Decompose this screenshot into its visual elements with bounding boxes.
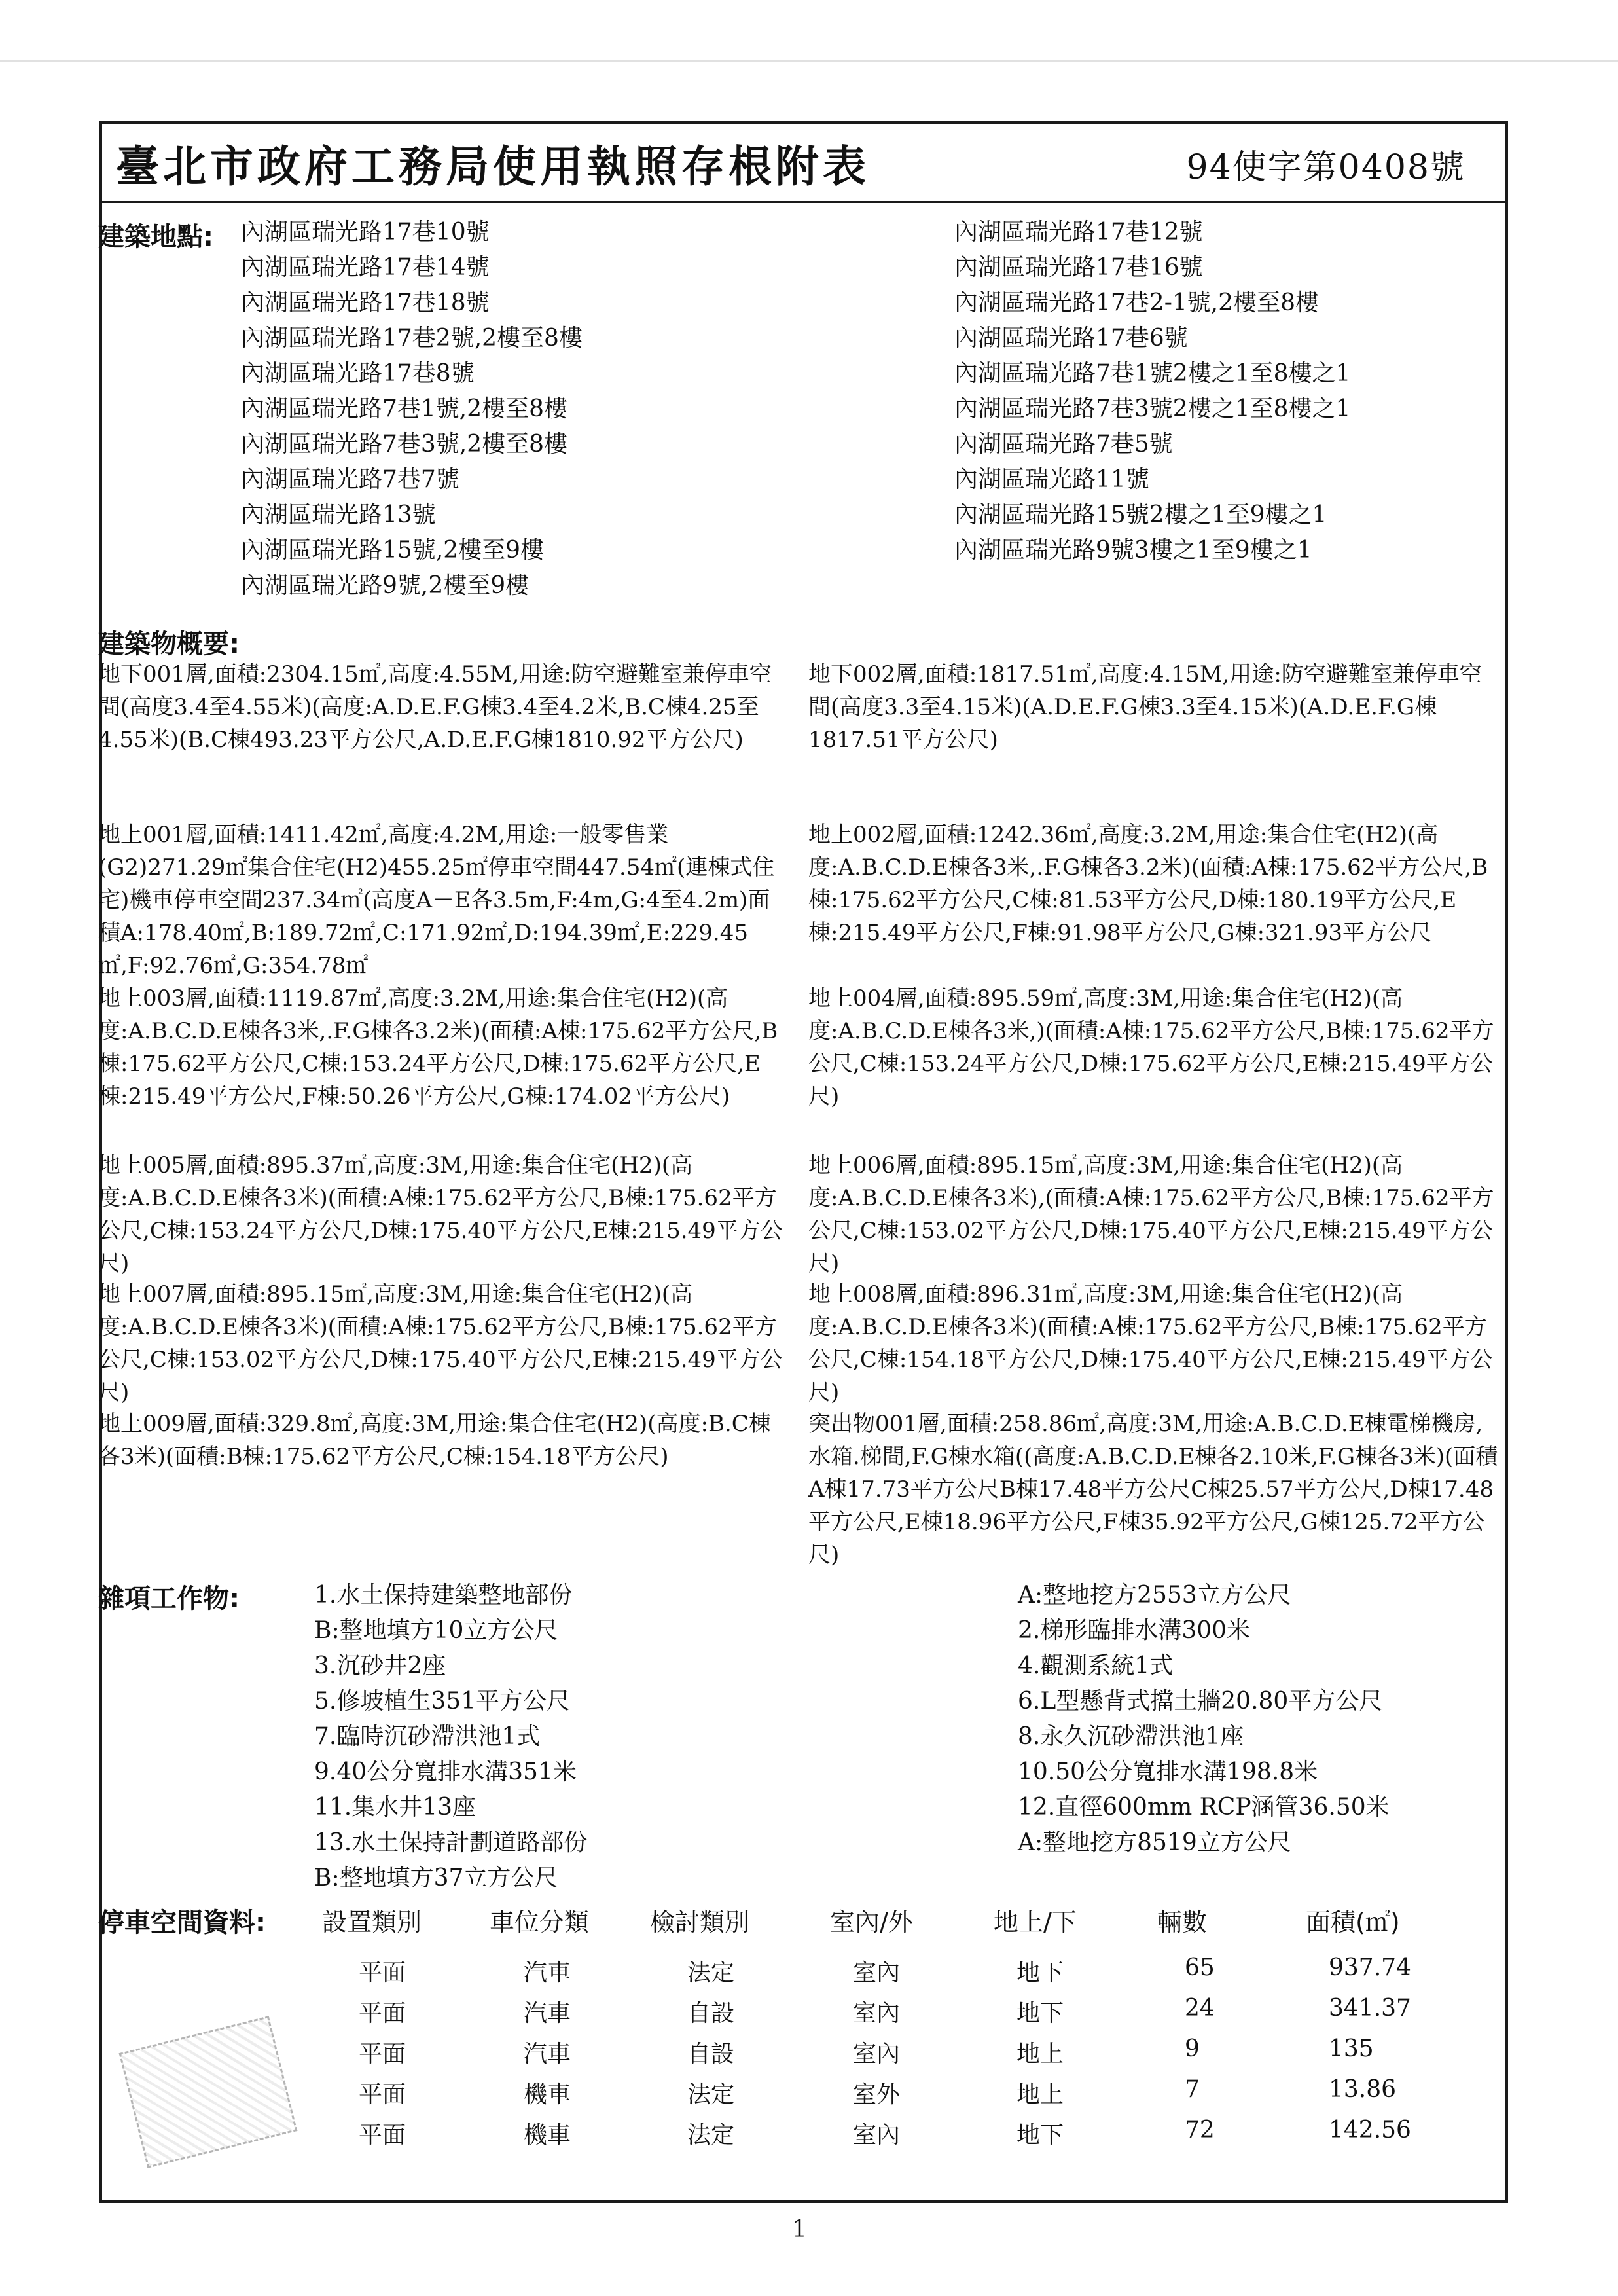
address-list-left (241, 215, 583, 604)
parking-column-header: 輛數 (1157, 1908, 1208, 1937)
parking-column-header: 面積(㎡) (1306, 1908, 1400, 1937)
misc-works-right (1018, 1578, 1390, 1861)
parking-cell: 自設 (687, 2041, 735, 2068)
misc-work-item: 9.40公分寬排水溝351米 (314, 1758, 577, 1785)
parking-cell: 室內 (853, 2000, 901, 2027)
address-item: 內湖區瑞光路7巷3號,2樓至8樓 (241, 431, 568, 458)
parking-cell: 平面 (359, 2122, 406, 2149)
address-item: 內湖區瑞光路9號3樓之1至9樓之1 (954, 537, 1312, 564)
document-header (99, 121, 1508, 203)
misc-work-item: 1.水土保持建築整地部份 (314, 1582, 573, 1609)
parking-column-header: 車位分類 (490, 1908, 590, 1937)
misc-work-item: 6.L型懸背式擋土牆20.80平方公尺 (1018, 1688, 1383, 1715)
parking-cell: 平面 (359, 2041, 406, 2068)
address-item: 內湖區瑞光路17巷10號 (241, 219, 490, 246)
floor-summary: 突出物001層,面積:258.86㎡,高度:3M,用途:A.B.C.D.E棟電梯機房,水箱.梯間,F.G棟水箱((高度:A.B.C.D.E棟各2.10米,F.G棟各3米)(面積A棟17.73平方公尺B棟17.48平方公尺C棟25.57平方公尺,D棟17.48平方公尺,E棟18.96平方公尺,F棟35.92平方公尺,G棟125.72平方公尺) (808, 1411, 1498, 1568)
floor-summary: 地下001層,面積:2304.15㎡,高度:4.55M,用途:防空避難室兼停車空間(高度3.4至4.55米)(高度:A.D.E.F.G棟3.4至4.2米,B.C棟4.25至4.55米)(B.C棟493.23平方公尺,A.D.E.F.G棟1810.92平方公尺) (98, 661, 772, 753)
parking-cell: 法定 (687, 1959, 735, 1986)
misc-work-item: 13.水土保持計劃道路部份 (314, 1829, 588, 1856)
parking-cell: 法定 (687, 2081, 735, 2108)
parking-cell: 341.37 (1329, 1995, 1411, 2022)
address-item: 內湖區瑞光路13號 (241, 501, 436, 528)
parking-label: 停車空間資料: (98, 1908, 266, 1938)
parking-cell: 室外 (853, 2081, 901, 2108)
parking-cell: 平面 (359, 2081, 406, 2108)
address-item: 內湖區瑞光路17巷6號 (954, 325, 1188, 352)
floor-summary: 地上008層,面積:896.31㎡,高度:3M,用途:集合住宅(H2)(高度:A.B.C.D.E棟各3米)(面積:A棟:175.62平方公尺,B棟:175.62平方公尺,C棟:154.18平方公尺,D棟:175.40平方公尺,E棟:215.49平方公尺) (808, 1281, 1493, 1406)
floor-summary: 地上007層,面積:895.15㎡,高度:3M,用途:集合住宅(H2)(高度:A.B.C.D.E棟各3米)(面積:A棟:175.62平方公尺,B棟:175.62平方公尺,C棟:153.02平方公尺,D棟:175.40平方公尺,E棟:215.49平方公尺) (98, 1281, 783, 1406)
address-label: 建築地點: (98, 222, 213, 252)
address-item: 內湖區瑞光路17巷8號 (241, 360, 475, 387)
misc-works-left (314, 1578, 587, 1896)
parking-cell: 地下 (1016, 2122, 1064, 2149)
parking-cell: 室內 (853, 2041, 901, 2068)
address-item: 內湖區瑞光路7巷1號,2樓至8樓 (241, 395, 568, 422)
misc-work-item: A:整地挖方8519立方公尺 (1018, 1829, 1291, 1856)
parking-column-header: 設置類別 (322, 1908, 422, 1937)
parking-cell: 自設 (687, 2000, 735, 2027)
parking-cell: 72 (1185, 2117, 1215, 2143)
parking-column-header: 地上/下 (994, 1908, 1077, 1937)
parking-cell: 地下 (1016, 2000, 1064, 2027)
parking-cell: 地上 (1016, 2041, 1064, 2068)
address-item: 內湖區瑞光路9號,2樓至9樓 (241, 572, 530, 599)
address-list-right (954, 215, 1350, 568)
misc-work-item: 8.永久沉砂滯洪池1座 (1018, 1723, 1244, 1750)
misc-work-item: 11.集水井13座 (314, 1794, 476, 1821)
address-item: 內湖區瑞光路7巷7號 (241, 466, 459, 493)
parking-cell: 汽車 (524, 2000, 571, 2027)
misc-work-item: 3.沉砂井2座 (314, 1652, 446, 1679)
floor-summary: 地上001層,面積:1411.42㎡,高度:4.2M,用途:一般零售業(G2)271.29㎡集合住宅(H2)455.25㎡停車空間447.54㎡(連棟式住宅)機車停車空間237.34㎡(高度A－E各3.5m,F:4m,G:4至4.2m)面積A:178.40㎡,B:189.72㎡,C:171.92㎡,D:194.39㎡,E:229.45㎡,F:92.76㎡,G:354.78㎡ (98, 822, 775, 979)
misc-work-item: A:整地挖方2553立方公尺 (1018, 1582, 1291, 1609)
parking-cell: 平面 (359, 1959, 406, 1986)
address-item: 內湖區瑞光路17巷2號,2樓至8樓 (241, 325, 583, 352)
address-item: 內湖區瑞光路17巷14號 (241, 254, 490, 281)
parking-cell: 9 (1185, 2035, 1200, 2062)
address-item: 內湖區瑞光路11號 (954, 466, 1149, 493)
parking-cell: 室內 (853, 1959, 901, 1986)
floor-summary: 地上002層,面積:1242.36㎡,高度:3.2M,用途:集合住宅(H2)(高度:A.B.C.D.E棟各3米,.F.G棟各3.2米)(面積:A棟:175.62平方公尺,B棟:175.62平方公尺,C棟:81.53平方公尺,D棟:180.19平方公尺,E棟:215.49平方公尺,F棟:91.98平方公尺,G棟:321.93平方公尺 (808, 822, 1488, 946)
misc-work-item: 5.修坡植生351平方公尺 (314, 1688, 571, 1715)
parking-cell: 135 (1329, 2035, 1374, 2062)
misc-work-item: 2.梯形臨排水溝300米 (1018, 1617, 1251, 1644)
address-item: 內湖區瑞光路17巷2-1號,2樓至8樓 (954, 289, 1320, 316)
parking-cell: 汽車 (524, 2041, 571, 2068)
address-item: 內湖區瑞光路17巷18號 (241, 289, 490, 316)
parking-cell: 142.56 (1329, 2117, 1411, 2143)
parking-cell: 平面 (359, 2000, 406, 2027)
floor-summary: 地上004層,面積:895.59㎡,高度:3M,用途:集合住宅(H2)(高度:A.B.C.D.E棟各3米,)(面積:A棟:175.62平方公尺,B棟:175.62平方公尺,C棟:153.24平方公尺,D棟:175.62平方公尺,E棟:215.49平方公尺) (808, 985, 1494, 1110)
address-item: 內湖區瑞光路17巷16號 (954, 254, 1203, 281)
floor-summary: 地上009層,面積:329.8㎡,高度:3M,用途:集合住宅(H2)(高度:B.C棟各3米)(面積:B棟:175.62平方公尺,C棟:154.18平方公尺) (98, 1411, 771, 1470)
address-item: 內湖區瑞光路7巷3號2樓之1至8樓之1 (954, 395, 1351, 422)
parking-cell: 7 (1185, 2076, 1200, 2103)
building-overview-label: 建築物概要: (98, 629, 240, 659)
address-item: 內湖區瑞光路17巷12號 (954, 219, 1203, 246)
address-item: 內湖區瑞光路7巷1號2樓之1至8樓之1 (954, 360, 1351, 387)
parking-cell: 機車 (524, 2122, 571, 2149)
misc-work-item: 4.觀測系統1式 (1018, 1652, 1174, 1679)
misc-work-item: B:整地填方10立方公尺 (314, 1617, 558, 1644)
misc-work-item: 10.50公分寬排水溝198.8米 (1018, 1758, 1318, 1785)
address-item: 內湖區瑞光路15號,2樓至9樓 (241, 537, 545, 564)
parking-cell: 汽車 (524, 1959, 571, 1986)
misc-works-label: 雜項工作物: (98, 1584, 240, 1614)
page-number: 1 (792, 2216, 807, 2243)
permit-number: 94使字第0408號 (1186, 148, 1465, 187)
address-item: 內湖區瑞光路7巷5號 (954, 431, 1173, 458)
parking-cell: 937.74 (1329, 1954, 1411, 1981)
floor-summary: 地上003層,面積:1119.87㎡,高度:3.2M,用途:集合住宅(H2)(高度:A.B.C.D.E棟各3米,.F.G棟各3.2米)(面積:A棟:175.62平方公尺,B棟:175.62平方公尺,C棟:153.24平方公尺,D棟:175.62平方公尺,E棟:215.49平方公尺,F棟:50.26平方公尺,G棟:174.02平方公尺) (98, 985, 778, 1110)
misc-work-item: 7.臨時沉砂滯洪池1式 (314, 1723, 541, 1750)
parking-column-header: 室內/外 (830, 1908, 913, 1937)
parking-cell: 地下 (1016, 1959, 1064, 1986)
parking-cell: 地上 (1016, 2081, 1064, 2108)
floor-summary: 地上005層,面積:895.37㎡,高度:3M,用途:集合住宅(H2)(高度:A.B.C.D.E棟各3米)(面積:A棟:175.62平方公尺,B棟:175.62平方公尺,C棟:153.24平方公尺,D棟:175.40平方公尺,E棟:215.49平方公尺) (98, 1152, 783, 1277)
parking-cell: 室內 (853, 2122, 901, 2149)
document-title: 臺北市政府工務局使用執照存根附表 (116, 141, 870, 192)
address-item: 內湖區瑞光路15號2樓之1至9樓之1 (954, 501, 1327, 528)
parking-cell: 24 (1185, 1995, 1215, 2022)
floor-summary: 地上006層,面積:895.15㎡,高度:3M,用途:集合住宅(H2)(高度:A.B.C.D.E棟各3米),(面積:A棟:175.62平方公尺,B棟:175.62平方公尺,C棟:153.02平方公尺,D棟:175.40平方公尺,E棟:215.49平方公尺) (808, 1152, 1494, 1277)
parking-cell: 65 (1185, 1954, 1215, 1981)
scan-artifact-line (0, 60, 1618, 62)
parking-cell: 機車 (524, 2081, 571, 2108)
misc-work-item: B:整地填方37立方公尺 (314, 1865, 558, 1891)
parking-cell: 13.86 (1329, 2076, 1397, 2103)
parking-column-header: 檢討類別 (650, 1908, 750, 1937)
floor-summary: 地下002層,面積:1817.51㎡,高度:4.15M,用途:防空避難室兼停車空間(高度3.3至4.15米)(A.D.E.F.G棟3.3至4.15米)(A.D.E.F.G棟1817.51平方公尺) (808, 661, 1482, 753)
misc-work-item: 12.直徑600mm RCP涵管36.50米 (1018, 1794, 1390, 1821)
parking-cell: 法定 (687, 2122, 735, 2149)
